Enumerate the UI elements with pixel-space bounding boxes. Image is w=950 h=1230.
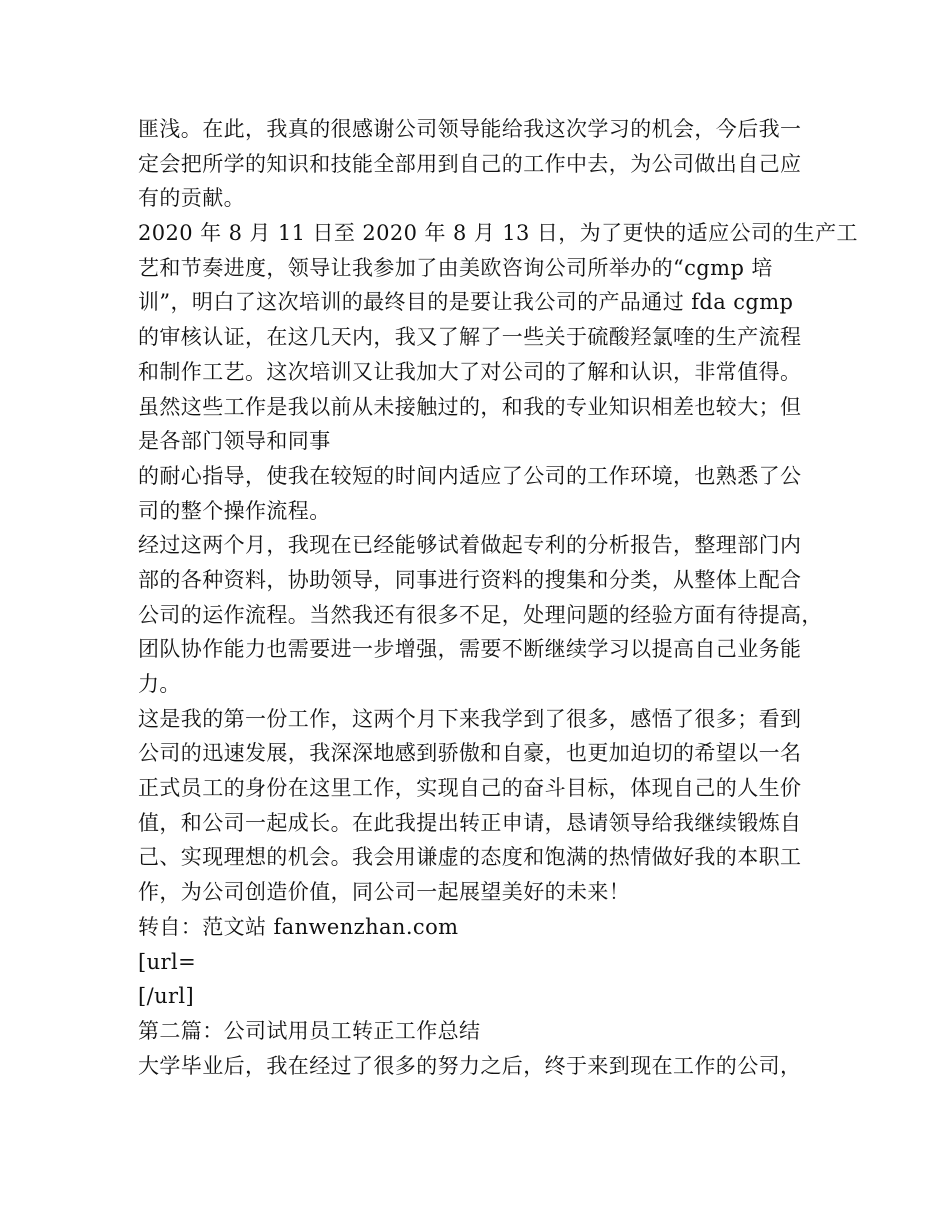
text-line: 司的整个操作流程。: [138, 498, 331, 523]
text-line: 这是我的第一份工作，这两个月下来我学到了很多，感悟了很多；看到: [138, 706, 802, 731]
text-line: 的审核认证，在这几天内，我又了解了一些关于硫酸羟氯喹的生产流程: [138, 325, 802, 350]
section-heading: 第二篇：公司试用员工转正工作总结: [138, 1018, 481, 1043]
text-line: 正式员工的身份在这里工作，实现自己的奋斗目标，体现自己的人生价: [138, 776, 802, 801]
url-close-tag: [/url]: [138, 984, 195, 1009]
text-line: 虽然这些工作是我以前从未接触过的，和我的专业知识相差也较大；但: [138, 394, 802, 419]
text-line: 训”，明白了这次培训的最终目的是要让我公司的产品通过 fda cgmp: [138, 290, 794, 315]
text-line: 公司的迅速发展，我深深地感到骄傲和自豪，也更加迫切的希望以一名: [138, 741, 802, 766]
text-line: 匪浅。在此，我真的很感谢公司领导能给我这次学习的机会，今后我一: [138, 117, 802, 141]
text-line: 经过这两个月，我现在已经能够试着做起专利的分析报告，整理部门内: [138, 533, 802, 558]
text-line: 是各部门领导和同事: [138, 429, 331, 454]
text-line: 作，为公司创造价值，同公司一起展望美好的未来！: [138, 880, 631, 905]
text-line: 力。: [138, 672, 181, 696]
text-line: 值，和公司一起成长。在此我提出转正申请，恳请领导给我继续锻炼自: [138, 810, 802, 835]
text-line: 部的各种资料，协助领导，同事进行资料的搜集和分类，从整体上配合: [138, 567, 802, 592]
url-open-tag: [url=: [138, 949, 197, 974]
text-line: 己、实现理想的机会。我会用谦虚的态度和饱满的热情做好我的本职工: [138, 845, 802, 870]
document-body: [138, 112, 858, 1083]
text-line: 公司的运作流程。当然我还有很多不足，处理问题的经验方面有待提高，: [138, 602, 823, 627]
source-line: 转自：范文站 fanwenzhan.com: [138, 914, 459, 939]
text-line: 定会把所学的知识和技能全部用到自己的工作中去，为公司做出自己应: [138, 151, 802, 176]
text-line: 2020 年 8 月 11 日至 2020 年 8 月 13 日，为了更快的适应公司的生产工: [138, 221, 858, 246]
text-line: 团队协作能力也需要进一步增强，需要不断继续学习以提高自己业务能: [138, 637, 802, 662]
text-line: 艺和节奏进度，领导让我参加了由美欧咨询公司所举办的“cgmp 培: [138, 255, 773, 280]
text-line: 大学毕业后，我在经过了很多的努力之后，终于来到现在工作的公司，: [138, 1053, 802, 1078]
text-line: 的耐心指导，使我在较短的时间内适应了公司的工作环境，也熟悉了公: [138, 463, 802, 488]
text-line: 和制作工艺。这次培训又让我加大了对公司的了解和认识，非常值得。: [138, 359, 802, 384]
text-line: 有的贡献。: [138, 186, 245, 211]
